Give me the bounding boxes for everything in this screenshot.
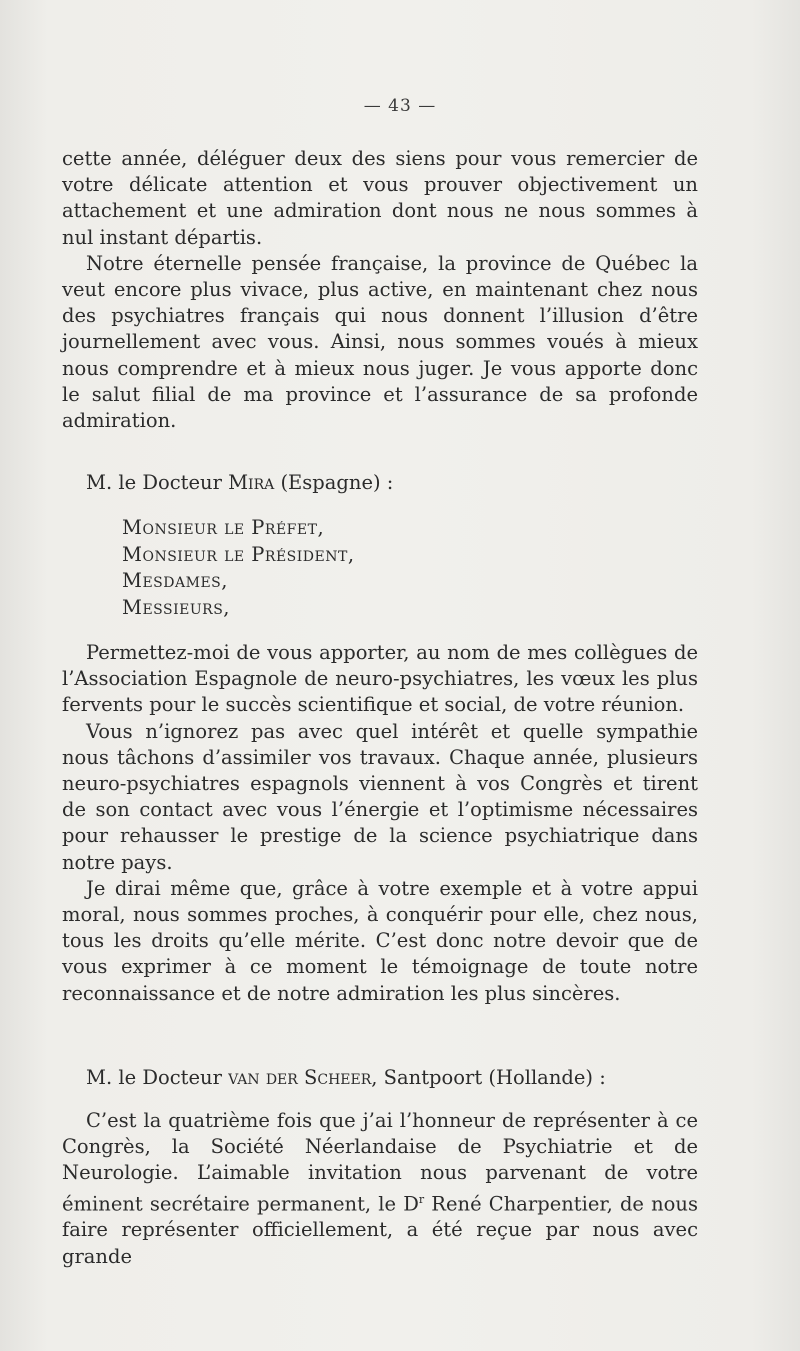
speaker-name: van der Scheer xyxy=(228,1066,372,1089)
paragraph: Permettez-moi de vous apporter, au nom de mes collègues de l’Association Espagnole de neuro-psychiatres, les vœux les plus fervents pour le succès scientifique et social, de votre réunion. xyxy=(62,641,698,717)
text-block-mira xyxy=(62,640,698,1007)
speaker-name: Mira xyxy=(228,471,275,494)
paragraph: Notre éternelle pensée française, la province de Québec la veut encore plus vivace, plus active, en maintenant chez nous des psychiatres français qui nous donnent l’illusion d’être journellement avec vous. Ainsi, nous sommes voués à mieux nous comprendre et à mieux nous juger. Je vous apporte donc le salut filial de ma province et l’assurance de sa profonde admiration. xyxy=(62,251,698,433)
speaker-prefix: M. le Docteur xyxy=(86,1066,229,1089)
text-block-van-der-scheer xyxy=(62,1108,698,1270)
salutation-line: Mesdames, xyxy=(122,569,228,592)
speaker-suffix: , Santpoort (Hollande) : xyxy=(371,1066,606,1089)
paragraph xyxy=(62,1108,698,1270)
paragraph-part: C’est la quatrième fois que j’ai l’honneur de représenter à ce Congrès, la Société Néerlandaise de Psychiatrie et de Neurologie. L’aimable invitation nous parvenant de votre éminent secrétaire permanent, le D xyxy=(62,1109,698,1216)
speaker-prefix: M. le Docteur xyxy=(86,471,229,494)
paragraph-part: René Charpentier, de nous faire représenter officiellement, a été reçue par nous avec grande xyxy=(62,1192,698,1268)
page-number: — 43 — xyxy=(363,96,437,116)
salutation-block xyxy=(122,515,355,621)
text-block-quebec xyxy=(62,146,698,434)
salutation-line: Messieurs, xyxy=(122,595,231,619)
speaker-heading-van-der-scheer xyxy=(86,1065,606,1091)
speaker-heading-mira xyxy=(86,470,393,496)
salutation-line: Monsieur le Préfet, xyxy=(122,516,325,539)
paragraph: Je dirai même que, grâce à votre exemple et à votre appui moral, nous sommes proches, à conquérir pour elle, chez nous, tous les droits qu’elle mérite. C’est donc notre devoir que de vous exprimer à ce moment le témoignage de toute notre reconnaissance et de notre admiration les plus sincères. xyxy=(62,876,698,1005)
salutation-line: Monsieur le Président, xyxy=(122,542,355,566)
speaker-suffix: (Espagne) : xyxy=(274,471,394,494)
superscript: r xyxy=(418,1192,425,1206)
paragraph: Vous n’ignorez pas avec quel intérêt et quelle sympathie nous tâchons d’assimiler vos travaux. Chaque année, plusieurs neuro-psychiatres espagnols viennent à vos Congrès et tirent de son contact avec vous l’énergie et l’optimisme nécessaires pour rehausser le prestige de la science psychiatrique dans notre pays. xyxy=(62,719,698,874)
paragraph: cette année, déléguer deux des siens pour vous remercier de votre délicate attention et vous prouver objectivement un attachement et une admiration dont nous ne nous sommes à nul instant départis. xyxy=(62,147,698,249)
